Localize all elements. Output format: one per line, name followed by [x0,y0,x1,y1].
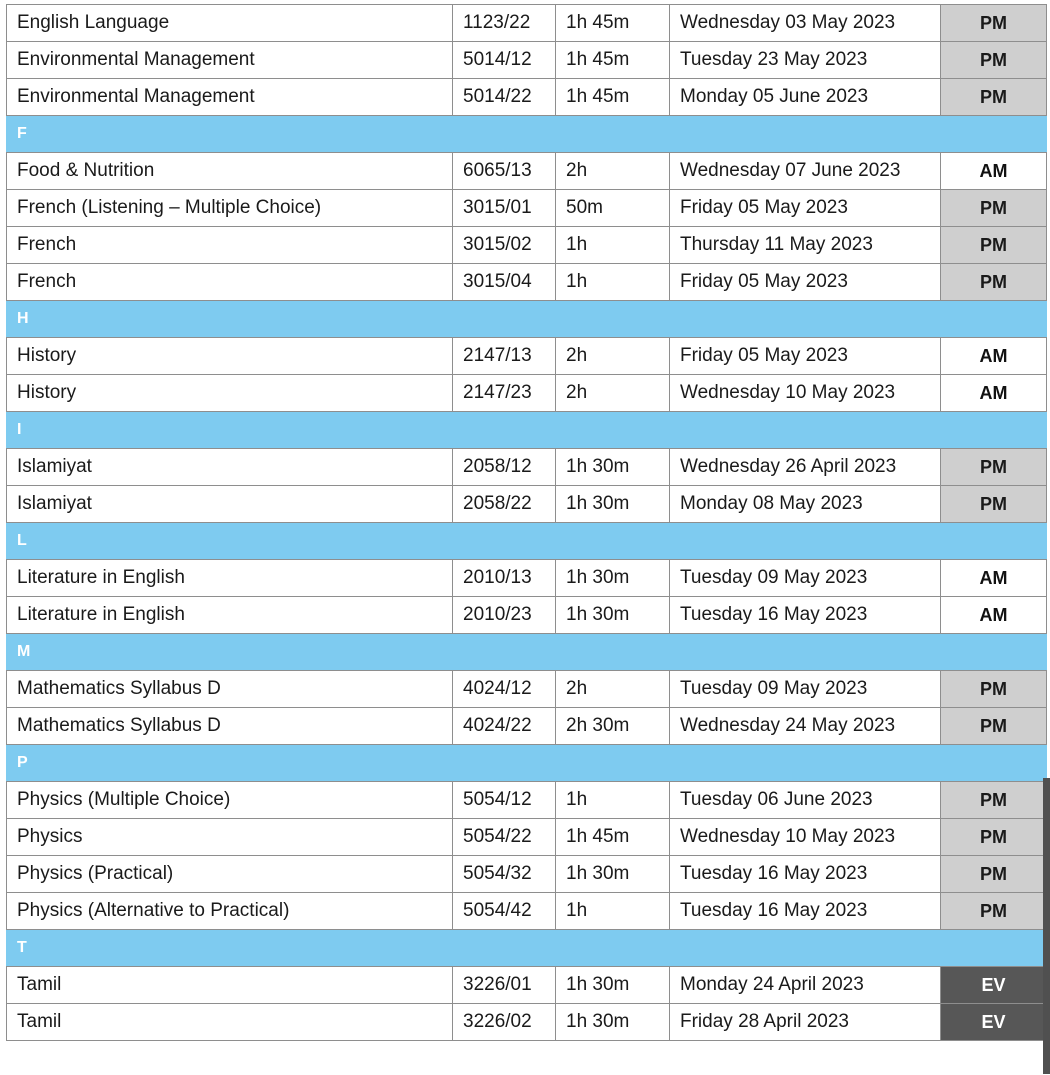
exam-date-cell: Tuesday 23 May 2023 [670,42,941,79]
session-badge: PM [941,79,1047,116]
component-code-cell: 2010/23 [453,597,556,634]
section-header-row [7,930,1047,967]
duration-cell: 1h 30m [556,597,670,634]
section-letter: P [7,745,1047,782]
table-row [7,893,1047,930]
session-badge: AM [941,375,1047,412]
subject-cell: French (Listening – Multiple Choice) [7,190,453,227]
table-row [7,782,1047,819]
table-row [7,5,1047,42]
section-letter: T [7,930,1047,967]
subject-cell: Physics [7,819,453,856]
section-letter: H [7,301,1047,338]
component-code-cell: 5014/12 [453,42,556,79]
table-row [7,264,1047,301]
table-row [7,708,1047,745]
subject-cell: Physics (Multiple Choice) [7,782,453,819]
exam-date-cell: Friday 28 April 2023 [670,1004,941,1041]
subject-cell: English Language [7,5,453,42]
session-badge: PM [941,708,1047,745]
table-row [7,1004,1047,1041]
session-badge: PM [941,227,1047,264]
exam-date-cell: Wednesday 10 May 2023 [670,375,941,412]
table-row [7,42,1047,79]
component-code-cell: 3226/02 [453,1004,556,1041]
subject-cell: Mathematics Syllabus D [7,671,453,708]
duration-cell: 1h [556,264,670,301]
session-badge: PM [941,5,1047,42]
table-row [7,856,1047,893]
exam-date-cell: Monday 08 May 2023 [670,486,941,523]
session-badge: PM [941,856,1047,893]
component-code-cell: 5054/22 [453,819,556,856]
table-row [7,967,1047,1004]
component-code-cell: 3226/01 [453,967,556,1004]
exam-date-cell: Friday 05 May 2023 [670,190,941,227]
table-row [7,671,1047,708]
duration-cell: 2h [556,375,670,412]
duration-cell: 2h [556,338,670,375]
section-header-row [7,412,1047,449]
session-badge: AM [941,560,1047,597]
duration-cell: 1h 30m [556,856,670,893]
exam-date-cell: Wednesday 10 May 2023 [670,819,941,856]
component-code-cell: 5054/12 [453,782,556,819]
subject-cell: Environmental Management [7,79,453,116]
exam-date-cell: Tuesday 16 May 2023 [670,893,941,930]
exam-date-cell: Friday 05 May 2023 [670,264,941,301]
duration-cell: 1h 30m [556,560,670,597]
subject-cell: Physics (Alternative to Practical) [7,893,453,930]
exam-date-cell: Monday 24 April 2023 [670,967,941,1004]
exam-date-cell: Tuesday 16 May 2023 [670,597,941,634]
section-letter: F [7,116,1047,153]
subject-cell: Food & Nutrition [7,153,453,190]
table-row [7,338,1047,375]
timetable-body [7,5,1047,1041]
session-badge: PM [941,449,1047,486]
duration-cell: 1h 30m [556,1004,670,1041]
session-badge: PM [941,671,1047,708]
session-badge: PM [941,486,1047,523]
subject-cell: History [7,338,453,375]
duration-cell: 1h 30m [556,967,670,1004]
exam-date-cell: Wednesday 26 April 2023 [670,449,941,486]
session-badge: PM [941,893,1047,930]
component-code-cell: 5054/32 [453,856,556,893]
exam-date-cell: Friday 05 May 2023 [670,338,941,375]
component-code-cell: 1123/22 [453,5,556,42]
component-code-cell: 3015/02 [453,227,556,264]
exam-date-cell: Tuesday 06 June 2023 [670,782,941,819]
subject-cell: Literature in English [7,560,453,597]
duration-cell: 1h [556,893,670,930]
component-code-cell: 2058/12 [453,449,556,486]
section-header-row [7,301,1047,338]
session-badge: EV [941,967,1047,1004]
section-header-row [7,745,1047,782]
subject-cell: History [7,375,453,412]
table-row [7,449,1047,486]
subject-cell: Physics (Practical) [7,856,453,893]
exam-date-cell: Wednesday 03 May 2023 [670,5,941,42]
subject-cell: French [7,264,453,301]
table-row [7,153,1047,190]
table-row [7,486,1047,523]
table-row [7,375,1047,412]
exam-date-cell: Thursday 11 May 2023 [670,227,941,264]
duration-cell: 1h 45m [556,42,670,79]
session-badge: PM [941,264,1047,301]
component-code-cell: 3015/01 [453,190,556,227]
component-code-cell: 5054/42 [453,893,556,930]
section-header-row [7,634,1047,671]
table-row [7,560,1047,597]
subject-cell: Environmental Management [7,42,453,79]
duration-cell: 1h 45m [556,5,670,42]
duration-cell: 1h [556,227,670,264]
component-code-cell: 2058/22 [453,486,556,523]
component-code-cell: 6065/13 [453,153,556,190]
component-code-cell: 2147/13 [453,338,556,375]
duration-cell: 2h [556,671,670,708]
duration-cell: 1h 30m [556,449,670,486]
subject-cell: Tamil [7,1004,453,1041]
exam-date-cell: Tuesday 09 May 2023 [670,671,941,708]
exam-timetable [6,4,1047,1041]
session-badge: AM [941,597,1047,634]
section-header-row [7,116,1047,153]
session-badge: PM [941,782,1047,819]
table-row [7,597,1047,634]
component-code-cell: 2147/23 [453,375,556,412]
section-letter: L [7,523,1047,560]
subject-cell: Islamiyat [7,449,453,486]
session-badge: PM [941,42,1047,79]
component-code-cell: 5014/22 [453,79,556,116]
exam-date-cell: Tuesday 16 May 2023 [670,856,941,893]
subject-cell: French [7,227,453,264]
section-header-row [7,523,1047,560]
duration-cell: 1h 30m [556,486,670,523]
duration-cell: 1h 45m [556,819,670,856]
session-badge: EV [941,1004,1047,1041]
component-code-cell: 4024/22 [453,708,556,745]
duration-cell: 2h [556,153,670,190]
session-badge: PM [941,819,1047,856]
section-letter: I [7,412,1047,449]
table-row [7,227,1047,264]
duration-cell: 1h 45m [556,79,670,116]
scrollbar-edge[interactable] [1043,778,1050,1074]
exam-date-cell: Wednesday 24 May 2023 [670,708,941,745]
duration-cell: 50m [556,190,670,227]
component-code-cell: 3015/04 [453,264,556,301]
table-row [7,79,1047,116]
exam-date-cell: Tuesday 09 May 2023 [670,560,941,597]
subject-cell: Tamil [7,967,453,1004]
component-code-cell: 2010/13 [453,560,556,597]
subject-cell: Mathematics Syllabus D [7,708,453,745]
duration-cell: 1h [556,782,670,819]
exam-date-cell: Wednesday 07 June 2023 [670,153,941,190]
table-row [7,190,1047,227]
table-row [7,819,1047,856]
session-badge: AM [941,153,1047,190]
section-letter: M [7,634,1047,671]
duration-cell: 2h 30m [556,708,670,745]
session-badge: AM [941,338,1047,375]
component-code-cell: 4024/12 [453,671,556,708]
session-badge: PM [941,190,1047,227]
exam-date-cell: Monday 05 June 2023 [670,79,941,116]
subject-cell: Islamiyat [7,486,453,523]
subject-cell: Literature in English [7,597,453,634]
